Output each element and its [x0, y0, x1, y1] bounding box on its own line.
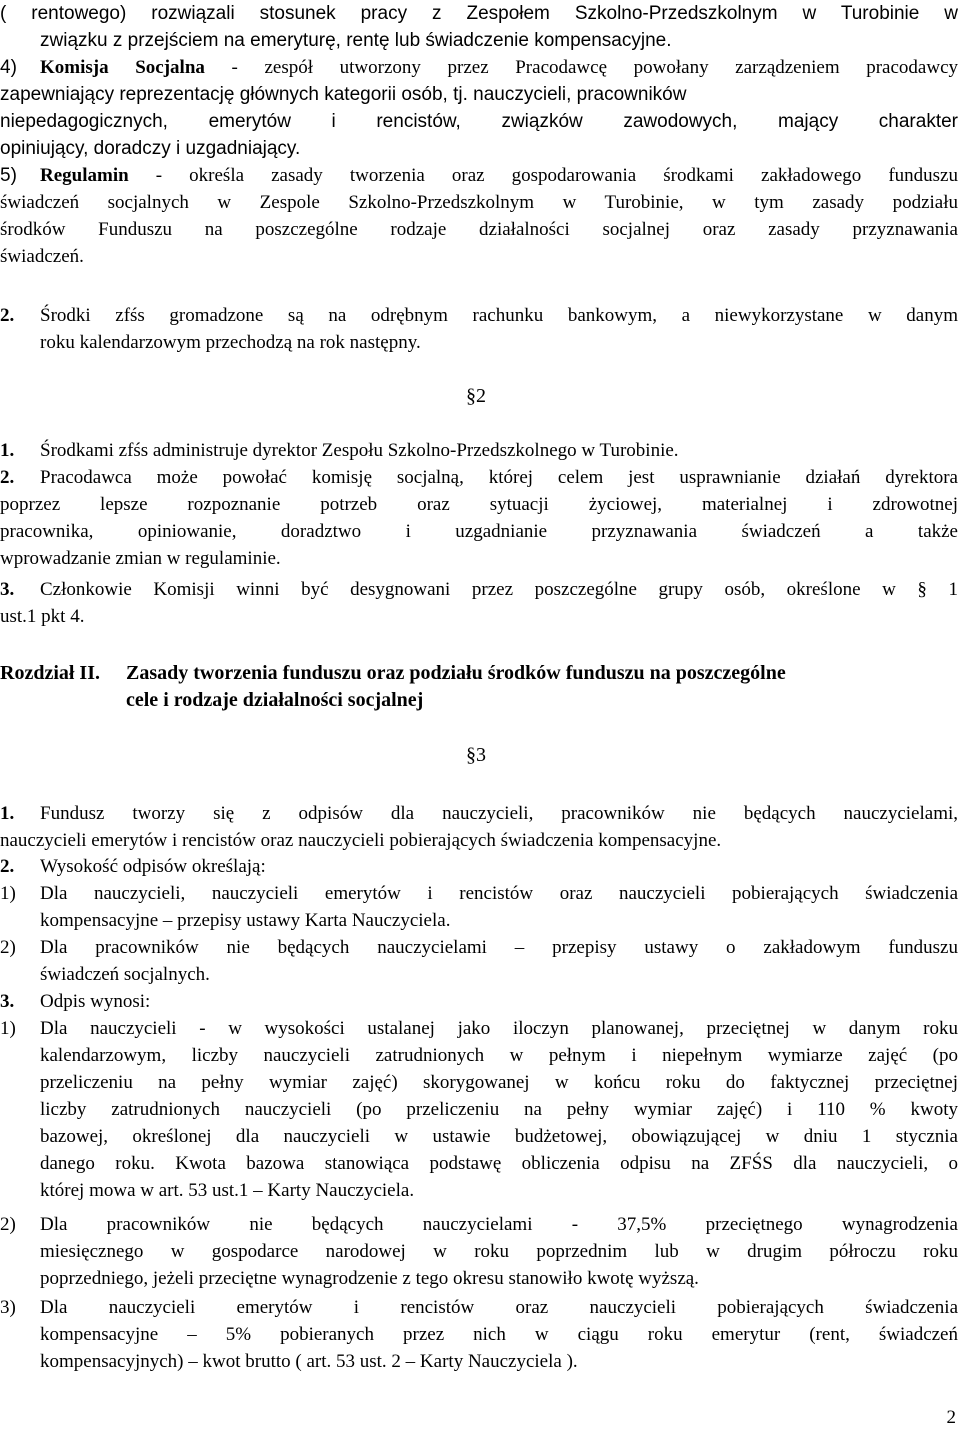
section-heading: §3: [466, 744, 486, 766]
list-item-text: danego roku. Kwota bazowa stanowiąca podstawę obliczenia odpisu na ZFŚS dla nauczycieli, o: [40, 1153, 958, 1174]
paragraph-number: 2.: [0, 856, 15, 877]
paragraph-text: Fundusz tworzy się z odpisów dla nauczycieli, pracowników nie będących nauczycielami,: [40, 803, 958, 824]
definition-text: - zespół utworzony przez Pracodawcę powołany zarządzeniem pracodawcy: [204, 57, 959, 78]
paragraph-number: 2.: [0, 467, 15, 488]
definition-term: Regulamin: [40, 165, 129, 186]
paragraph-text: Odpis wynosi:: [40, 991, 151, 1012]
intro-line: związku z przejściem na emeryturę, rentę lub świadczenie kompensacyjne.: [40, 30, 672, 51]
list-number: 5): [0, 165, 17, 186]
paragraph-text: Członkowie Komisji winni być desygnowani przez poszczególne grupy osób, określone w § 1: [40, 579, 958, 600]
list-item-text: Dla nauczycieli emerytów i rencistów oraz nauczycieli pobierających świadczenia: [40, 1297, 958, 1318]
list-number: 3): [0, 1297, 16, 1318]
paragraph-text: wprowadzanie zmian w regulaminie.: [0, 548, 281, 569]
list-item-text: Dla nauczycieli, nauczycieli emerytów i rencistów oraz nauczycieli pobierających świadczenia: [40, 883, 958, 904]
section-heading: §2: [466, 385, 486, 407]
chapter-title: Zasady tworzenia funduszu oraz podziału środków funduszu na poszczególne: [126, 662, 786, 684]
list-item-text: kalendarzowym, liczby nauczycieli zatrudnionych w pełnym i niepełnym wymiarze zajęć (po: [40, 1045, 958, 1066]
list-number: 1): [0, 1018, 16, 1039]
list-number: 1): [0, 883, 16, 904]
paragraph-number: 1.: [0, 803, 15, 824]
definition-line: świadczeń socjalnych w Zespole Szkolno-Przedszkolnym w Turobinie, w tym zasady podziału: [0, 192, 958, 213]
paragraph-text: nauczycieli emerytów i rencistów oraz nauczycieli pobierających świadczenia kompensacyjne.: [0, 830, 722, 851]
paragraph-text: poprzez lepsze rozpoznanie potrzeb oraz sytuacji życiowej, materialnej i zdrowotnej: [0, 494, 958, 515]
definition-komisja: [40, 54, 958, 81]
paragraph-text: Wysokość odpisów określają:: [40, 856, 266, 877]
paragraph-text: Środki zfśs gromadzone są na odrębnym rachunku bankowym, a niewykorzystane w danym: [40, 305, 958, 326]
list-item-text: świadczeń socjalnych.: [40, 964, 210, 985]
definition-text: - określa zasady tworzenia oraz gospodarowania środkami zakładowego funduszu: [128, 165, 958, 186]
paragraph-text: Środkami zfśs administruje dyrektor Zespołu Szkolno-Przedszkolnego w Turobinie.: [40, 440, 679, 461]
definition-line: opiniujący, doradczy i uzgadniający.: [0, 138, 301, 159]
page-number: 2: [946, 1407, 956, 1428]
definition-line: środków Funduszu na poszczególne rodzaje działalności socjalnej oraz zasady przyznawania: [0, 219, 958, 240]
list-item-text: poprzedniego, jeżeli przeciętne wynagrodzenie z tego okresu stanowiło kwotę wyższą.: [40, 1268, 699, 1289]
list-item-text: przeliczeniu na pełny wymiar zajęć) skorygowanej w końcu roku do faktycznej przeciętnej: [40, 1072, 958, 1093]
list-number: 4): [0, 57, 17, 78]
list-item-text: liczby zatrudnionych nauczycieli (po przeliczeniu na pełny wymiar zajęć) i 110 % kwoty: [40, 1099, 958, 1120]
definition-regulamin: [40, 162, 958, 189]
list-item-text: miesięcznego w gospodarce narodowej w roku poprzednim lub w drugim półroczu roku: [40, 1241, 958, 1262]
definition-line: niepedagogicznych, emerytów i rencistów, związków zawodowych, mający charakter: [0, 111, 958, 132]
list-item-text: której mowa w art. 53 ust.1 – Karty Nauczyciela.: [40, 1180, 415, 1201]
paragraph-number: 3.: [0, 991, 15, 1012]
list-item-text: Dla pracowników nie będących nauczycielami - 37,5% przeciętnego wynagrodzenia: [40, 1214, 958, 1235]
paragraph-number: 2.: [0, 305, 15, 326]
chapter-title: cele i rodzaje działalności socjalnej: [126, 689, 424, 711]
paragraph-text: Pracodawca może powołać komisję socjalną, której celem jest usprawnianie działań dyrektora: [40, 467, 958, 488]
list-item-text: bazowej, określonej dla nauczycieli w ustawie budżetowej, obowiązującej w dniu 1 stycznia: [40, 1126, 958, 1147]
chapter-label: Rozdział II.: [0, 662, 100, 684]
paragraph-text: pracownika, opiniowanie, doradztwo i uzgadnianie przyznawania świadczeń a także: [0, 521, 958, 542]
definition-line: zapewniający reprezentację głównych kategorii osób, tj. nauczycieli, pracowników: [0, 84, 687, 105]
paragraph-text: roku kalendarzowym przechodzą na rok następny.: [40, 332, 421, 353]
definition-term: Komisja Socjalna: [40, 57, 205, 78]
list-item-text: Dla nauczycieli - w wysokości ustalanej jako iloczyn planowanej, przeciętnej w danym roku: [40, 1018, 958, 1039]
definition-line: świadczeń.: [0, 246, 84, 267]
list-item-text: kompensacyjnych) – kwot brutto ( art. 53 ust. 2 – Karty Nauczyciela ).: [40, 1351, 578, 1372]
list-number: 2): [0, 1214, 16, 1235]
paragraph-text: ust.1 pkt 4.: [0, 606, 85, 627]
list-item-text: kompensacyjne – przepisy ustawy Karta Nauczyciela.: [40, 910, 451, 931]
list-item-text: Dla pracowników nie będących nauczycielami – przepisy ustawy o zakładowym funduszu: [40, 937, 958, 958]
intro-line: ( rentowego) rozwiązali stosunek pracy z Zespołem Szkolno-Przedszkolnym w Turobinie w: [0, 3, 958, 24]
paragraph-number: 3.: [0, 579, 15, 600]
list-item-text: kompensacyjne – 5% pobieranych przez nich w ciągu roku emerytur (rent, świadczeń: [40, 1324, 958, 1345]
list-number: 2): [0, 937, 16, 958]
paragraph-number: 1.: [0, 440, 15, 461]
